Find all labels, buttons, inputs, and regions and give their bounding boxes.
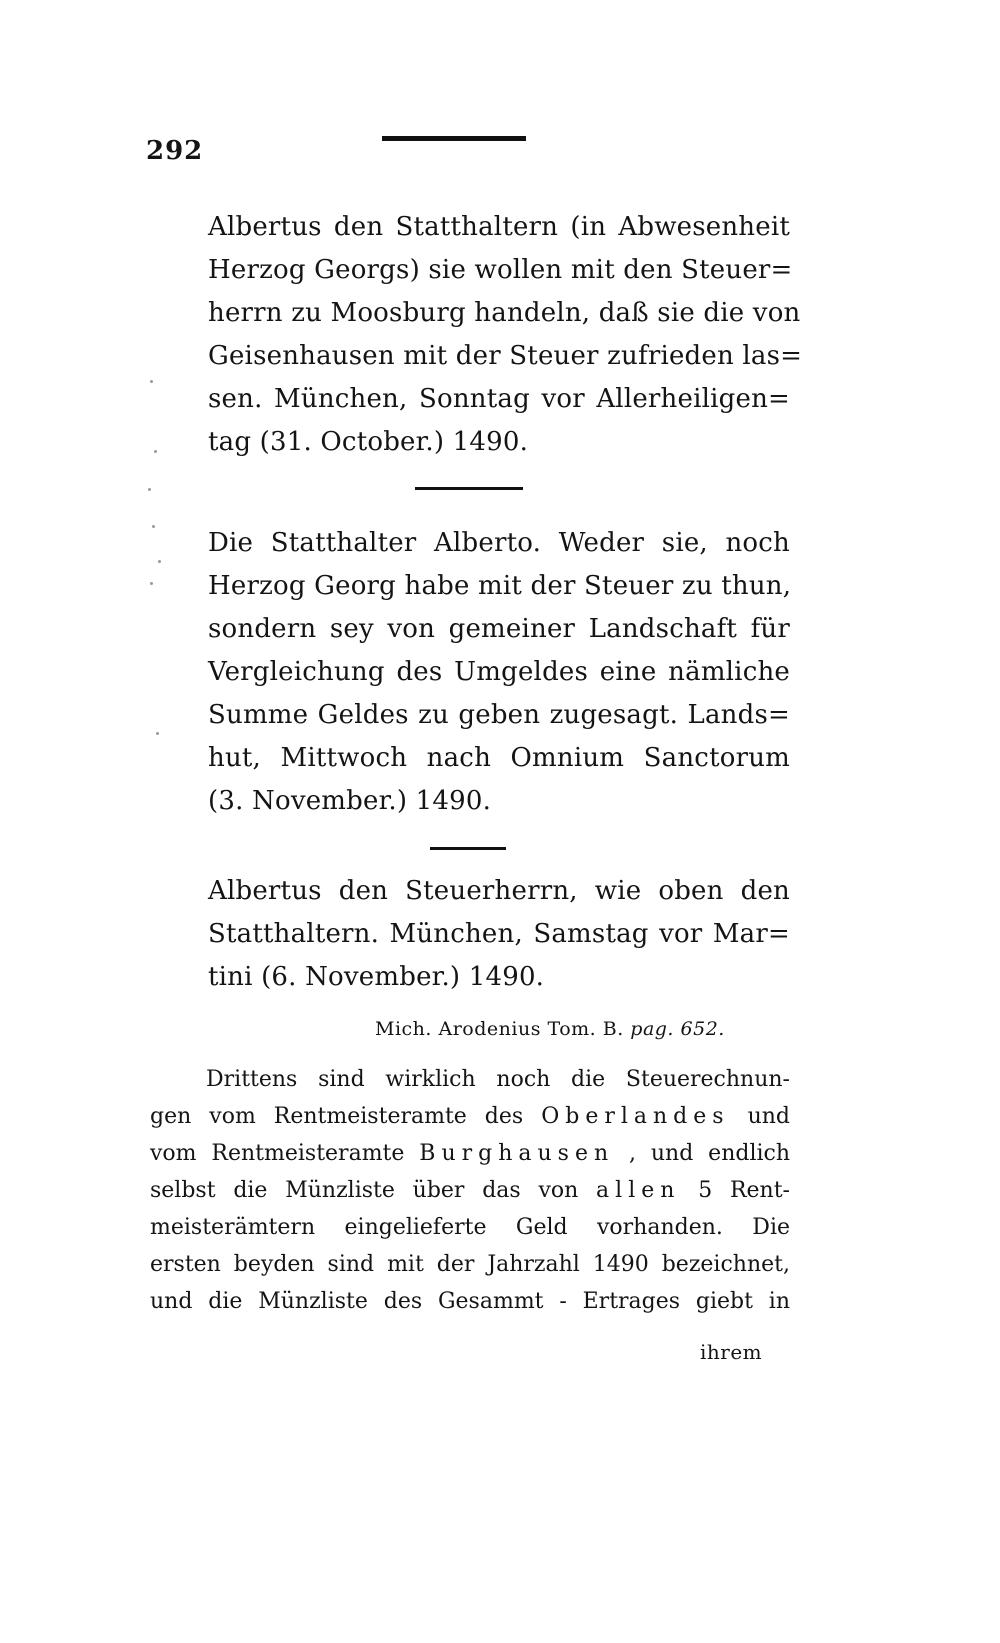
source-tome: Tom. B.: [547, 1018, 624, 1040]
speck: [150, 380, 153, 383]
entry-line: Albertus den Statthaltern (in Abwesenheit: [208, 212, 790, 242]
body-text-run: , und endlich: [629, 1141, 791, 1166]
entry-line: sen. München, Sonntag vor Allerheiligen=: [208, 384, 790, 414]
source-author: Mich. Arodenius: [375, 1018, 541, 1040]
header-rule: [382, 136, 526, 141]
entry-1: [208, 206, 803, 464]
body-line: [150, 1135, 790, 1172]
body-text-run: und: [747, 1104, 790, 1129]
entry-line: Albertus den Steuerherrn, wie oben den: [208, 876, 790, 906]
body-line: [150, 1283, 790, 1320]
body-text-run: Drittens sind wirklich noch die Steuerechnun-: [206, 1067, 790, 1092]
source-page: pag. 652.: [630, 1018, 725, 1040]
entry-line: Statthaltern. München, Samstag vor Mar=: [208, 919, 790, 949]
entry-line: herrn zu Moosburg handeln, daß sie die von: [208, 298, 801, 328]
spaced-emphasis: Oberlandes: [541, 1104, 730, 1129]
entry-line: sondern sey von gemeiner Landschaft für: [208, 614, 790, 644]
entry-line: Herzog Georg habe mit der Steuer zu thun,: [208, 571, 792, 601]
body-paragraph: [150, 1061, 790, 1320]
entry-3: [208, 870, 790, 999]
body-line: [150, 1209, 790, 1246]
entry-line: tini (6. November.) 1490.: [208, 962, 545, 992]
entry-line: Summe Geldes zu geben zugesagt. Lands=: [208, 700, 790, 730]
entry-line: Vergleichung des Umgeldes eine nämliche: [208, 657, 790, 687]
page-number: 292: [146, 136, 204, 166]
entry-line: Herzog Georgs) sie wollen mit den Steuer=: [208, 255, 793, 285]
spaced-emphasis: allen: [596, 1178, 681, 1203]
separator-rule: [430, 847, 506, 850]
speck: [154, 450, 157, 453]
body-text-run: meisterämtern eingelieferte Geld vorhanden. Die: [150, 1215, 790, 1240]
body-line: [150, 1061, 790, 1098]
entry-line: hut, Mittwoch nach Omnium Sanctorum: [208, 743, 790, 773]
entry-line: tag (31. October.) 1490.: [208, 427, 529, 457]
body-text-run: selbst die Münzliste über das von: [150, 1178, 597, 1203]
source-citation: [375, 1018, 765, 1040]
catchword: ihrem: [700, 1340, 763, 1364]
body-text-run: gen vom Rentmeisteramte des: [150, 1104, 542, 1129]
body-line: [150, 1172, 790, 1209]
entry-line: Geisenhausen mit der Steuer zufrieden las=: [208, 341, 803, 371]
separator-rule: [415, 487, 523, 490]
speck: [148, 488, 151, 491]
spaced-emphasis: Burghausen: [419, 1141, 615, 1166]
body-text-run: ersten beyden sind mit der Jahrzahl 1490 bezeichnet,: [150, 1252, 790, 1277]
entry-line: (3. November.) 1490.: [208, 786, 492, 816]
entry-2: [208, 522, 790, 823]
margin-specks: [148, 380, 168, 840]
speck: [156, 732, 159, 735]
body-text-run: 5 Rent-: [698, 1178, 790, 1203]
speck: [152, 525, 155, 528]
speck: [150, 582, 153, 585]
body-line: [150, 1246, 790, 1283]
body-line: [150, 1098, 790, 1135]
body-text-run: und die Münzliste des Gesammt - Ertrages giebt in: [150, 1289, 790, 1314]
entry-line: Die Statthalter Alberto. Weder sie, noch: [208, 528, 790, 558]
speck: [158, 560, 161, 563]
body-text-run: vom Rentmeisteramte: [150, 1141, 420, 1166]
